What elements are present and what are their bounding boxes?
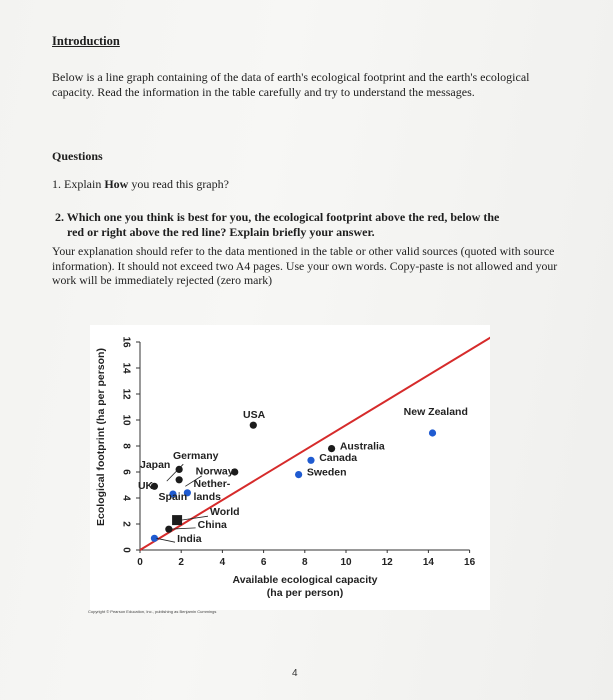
point-canada (307, 457, 314, 464)
instructions-paragraph: Your explanation should refer to the data mentioned in the table or other valid sources (quoted with source information). It should not exceed two A4 pages. Use your own words. Copy-paste is not allowed and your work will be immediately rejected (zero mark) (52, 244, 558, 287)
question-1-bold: How (104, 177, 129, 191)
x-tick-label-2: 2 (178, 557, 184, 568)
label-canada: Canada (319, 451, 358, 464)
y-tick-label-2: 2 (120, 521, 132, 527)
x-tick-label-10: 10 (340, 557, 352, 568)
point-uk (176, 476, 183, 483)
intro-heading: Introduction (52, 34, 120, 48)
label-uk: UK (137, 479, 154, 492)
label-sweden: Sweden (306, 466, 347, 479)
point-sweden (295, 471, 302, 478)
x-tick-label-8: 8 (302, 557, 308, 568)
point-new-zealand (429, 429, 436, 436)
y-tick-label-16: 16 (120, 336, 132, 348)
label-nether: Nether- (193, 477, 231, 490)
x-tick-label-16: 16 (464, 557, 476, 568)
chart-svg (90, 325, 490, 610)
y-tick-label-10: 10 (120, 414, 132, 426)
label-germany: Germany (172, 450, 219, 462)
x-axis-label: Available ecological capacity (232, 574, 378, 586)
label-new-zealand: New Zealand (403, 405, 468, 418)
y-tick-label-12: 12 (120, 388, 132, 400)
copyright-caption: Copyright © Pearson Education, Inc., publishing as Benjamin Cummings (88, 609, 217, 614)
question-2-line2: red or right above the red line? Explain briefly your answer. (67, 225, 375, 239)
questions-heading: Questions (52, 149, 103, 163)
x-tick-label-0: 0 (137, 557, 143, 568)
label-spain: Spain (158, 490, 188, 503)
page-number: 4 (292, 668, 298, 679)
point-usa (250, 422, 257, 429)
label-lands: lands (193, 490, 221, 503)
label-norway: Norway (195, 465, 234, 478)
y-tick-label-6: 6 (120, 469, 132, 475)
label-world: World (210, 505, 240, 518)
label-japan: Japan (140, 459, 171, 472)
point-world (172, 515, 182, 525)
question-2-line1: 2. Which one you think is best for you, the ecological footprint above the red, below the (55, 210, 500, 224)
x-tick-label-14: 14 (422, 557, 434, 568)
y-tick-label-8: 8 (120, 443, 132, 449)
y-tick-label-4: 4 (120, 495, 132, 501)
y-axis-label: Ecological footprint (ha per person) (95, 348, 107, 526)
point-germany (176, 466, 183, 473)
intro-text: Below is a line graph containing of the data of earth's ecological footprint and the earth's ecological capacity. Read the information in the table carefully and try to understand the messages. (52, 70, 530, 99)
question-1 (52, 177, 229, 192)
ecological-footprint-chart (90, 325, 490, 610)
y-tick-label-0: 0 (120, 547, 132, 553)
x-tick-label-6: 6 (260, 557, 267, 568)
question-2 (55, 210, 565, 240)
x-tick-label-12: 12 (381, 557, 393, 568)
label-china: China (197, 518, 227, 531)
x-tick-label-4: 4 (219, 557, 226, 568)
question-1-suffix: you read this graph? (128, 177, 229, 191)
label-india: India (177, 533, 202, 546)
y-tick-label-14: 14 (120, 362, 132, 374)
x-axis-label-units: (ha per person) (266, 587, 344, 599)
label-australia: Australia (339, 440, 385, 453)
question-1-prefix: 1. Explain (52, 177, 105, 191)
label-usa: USA (243, 409, 266, 422)
